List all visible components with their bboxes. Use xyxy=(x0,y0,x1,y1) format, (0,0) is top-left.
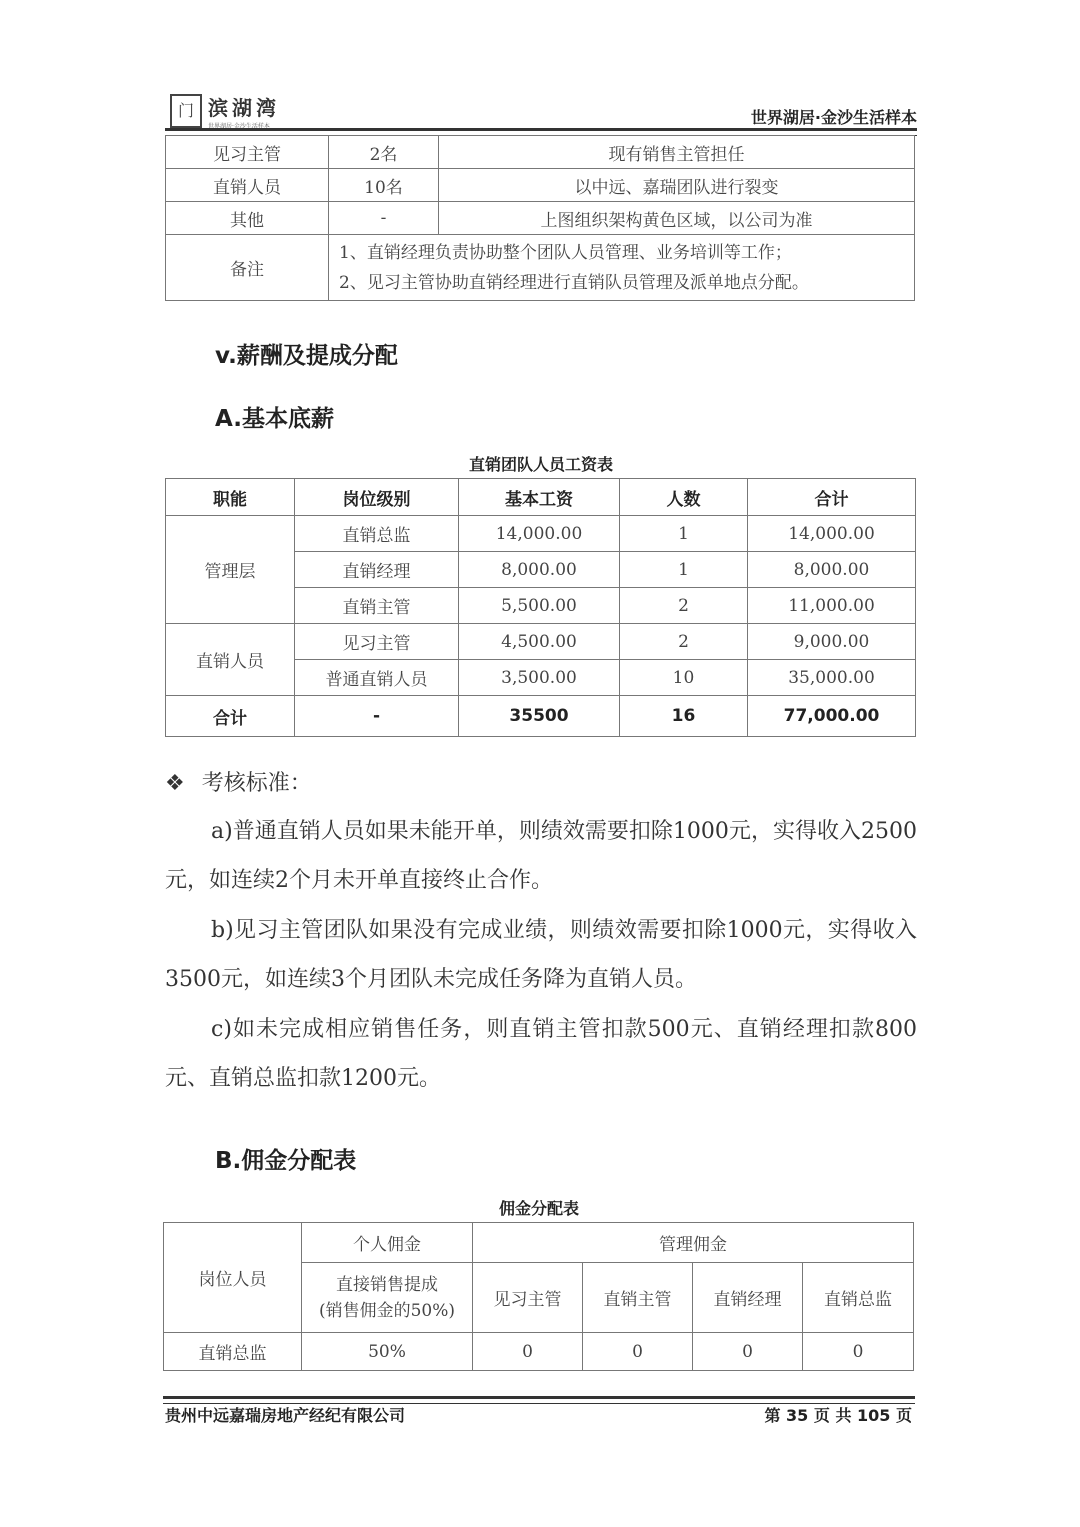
header-cell: 直销总监 xyxy=(803,1263,914,1333)
table-row xyxy=(166,235,915,301)
cell: 14,000.00 xyxy=(748,516,916,552)
cell: 1 xyxy=(620,516,748,552)
logo-text: 滨湖湾 xyxy=(208,96,280,120)
cell: 50% xyxy=(302,1333,473,1371)
cell: 5,500.00 xyxy=(459,588,620,624)
cell: 直销人员 xyxy=(166,169,329,202)
criteria-heading xyxy=(165,766,312,797)
cell: 0 xyxy=(803,1333,914,1371)
header-cell: 合计 xyxy=(748,479,916,516)
logo-mark-icon: 门 xyxy=(170,94,202,128)
criteria-item: b)见习主管团队如果没有完成业绩，则绩效需要扣除1000元，实得收入3500元，如连续3个月团队未完成任务降为直销人员。 xyxy=(165,918,917,992)
cell: - xyxy=(329,202,439,235)
table-header-row xyxy=(164,1223,914,1263)
table-row xyxy=(166,202,915,235)
cell: 以中远、嘉瑞团队进行裂变 xyxy=(439,169,915,202)
cell: 普通直销人员 xyxy=(295,660,459,696)
cell: 77,000.00 xyxy=(748,696,916,737)
header-cell xyxy=(302,1263,473,1333)
footer-company: 贵州中远嘉瑞房地产经纪有限公司 xyxy=(165,1406,406,1425)
table-row xyxy=(166,169,915,202)
table-row xyxy=(166,516,916,552)
cell: 2 xyxy=(620,588,748,624)
cell: 8,000.00 xyxy=(459,552,620,588)
cell: 1 xyxy=(620,552,748,588)
cell: 上图组织架构黄色区域，以公司为准 xyxy=(439,202,915,235)
criteria-item: a)普通直销人员如果未能开单，则绩效需要扣除1000元，实得收入2500元，如连续2个月未开单直接终止合作。 xyxy=(165,819,917,893)
cell: 2 xyxy=(620,624,748,660)
cell: 35,000.00 xyxy=(748,660,916,696)
note: 1、直销经理负责协助整个团队人员管理、业务培训等工作； xyxy=(339,242,792,263)
note: 2、见习主管协助直销经理进行直销队员管理及派单地点分配。 xyxy=(339,272,809,293)
cell: 0 xyxy=(693,1333,803,1371)
table-row xyxy=(164,1333,914,1371)
cell: 10 xyxy=(620,660,748,696)
staff-table xyxy=(165,135,915,301)
section-heading: A.基本底薪 xyxy=(215,406,334,432)
cell: 9,000.00 xyxy=(748,624,916,660)
note-label: 备注 xyxy=(166,235,329,301)
header-cell: 直销经理 xyxy=(693,1263,803,1333)
cell: 14,000.00 xyxy=(459,516,620,552)
table-row xyxy=(166,136,915,169)
criteria-title: 考核标准： xyxy=(201,771,312,796)
table-caption: 直销团队人员工资表 xyxy=(468,455,613,474)
cell: 见习主管 xyxy=(166,136,329,169)
bullet-icon: ❖ xyxy=(165,771,185,796)
header-cell: 管理佣金 xyxy=(473,1223,914,1263)
cell: 2名 xyxy=(329,136,439,169)
cell: 见习主管 xyxy=(295,624,459,660)
header-cell: 直销主管 xyxy=(583,1263,693,1333)
table-header-row xyxy=(166,479,916,516)
cell: 直销主管 xyxy=(295,588,459,624)
logo-subtext: 世界湖居·金沙生活样本 xyxy=(208,123,270,130)
header-cell: 人数 xyxy=(620,479,748,516)
cell: 3,500.00 xyxy=(459,660,620,696)
notes-cell xyxy=(329,235,915,301)
cell: 其他 xyxy=(166,202,329,235)
cell: 35500 xyxy=(459,696,620,737)
group-cell: 管理层 xyxy=(166,516,295,624)
cell: 16 xyxy=(620,696,748,737)
header-cell: 岗位级别 xyxy=(295,479,459,516)
cell: 4,500.00 xyxy=(459,624,620,660)
cell: 0 xyxy=(473,1333,583,1371)
cell: 11,000.00 xyxy=(748,588,916,624)
commission-table xyxy=(163,1222,914,1371)
logo xyxy=(170,92,280,130)
table-caption: 佣金分配表 xyxy=(498,1199,579,1218)
cell: 10名 xyxy=(329,169,439,202)
header-text: (销售佣金的50%) xyxy=(318,1300,456,1321)
header-cell: 职能 xyxy=(166,479,295,516)
cell: 合计 xyxy=(166,696,295,737)
header-slogan: 世界湖居·金沙生活样本 xyxy=(750,108,917,127)
cell: 8,000.00 xyxy=(748,552,916,588)
header-cell: 见习主管 xyxy=(473,1263,583,1333)
cell: 直销总监 xyxy=(295,516,459,552)
criteria-item: c)如未完成相应销售任务，则直销主管扣款500元、直销经理扣款800元、直销总监扣款1200元。 xyxy=(165,1017,917,1091)
header-cell: 基本工资 xyxy=(459,479,620,516)
cell: 直销经理 xyxy=(295,552,459,588)
table-row xyxy=(166,624,916,660)
page-number: 第 35 页 共 105 页 xyxy=(764,1406,912,1425)
cell: 直销总监 xyxy=(164,1333,302,1371)
header-text: 直接销售提成 xyxy=(336,1274,438,1295)
total-row xyxy=(166,696,916,737)
group-cell: 直销人员 xyxy=(166,624,295,696)
section-heading: v.薪酬及提成分配 xyxy=(215,343,398,369)
cell: 0 xyxy=(583,1333,693,1371)
header-cell: 岗位人员 xyxy=(164,1223,302,1333)
cell: - xyxy=(295,696,459,737)
cell: 现有销售主管担任 xyxy=(439,136,915,169)
header-cell: 个人佣金 xyxy=(302,1223,473,1263)
section-heading: B.佣金分配表 xyxy=(215,1148,357,1174)
salary-table xyxy=(165,478,916,737)
